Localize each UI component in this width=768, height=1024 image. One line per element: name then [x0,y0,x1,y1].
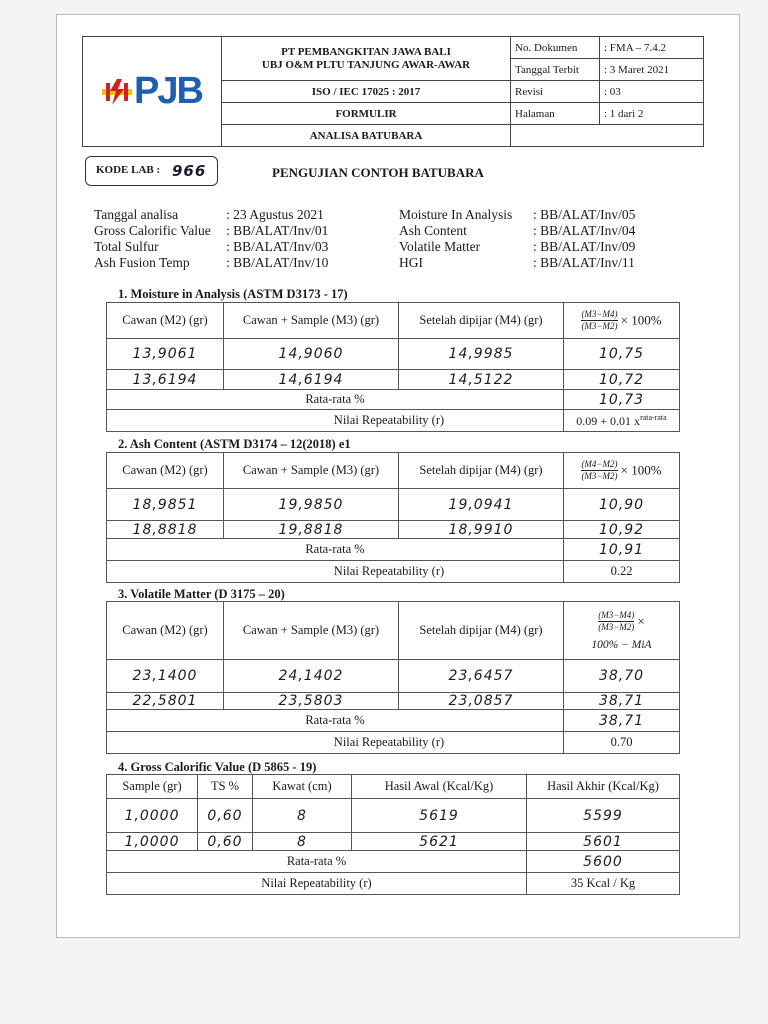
repeat-value: 0.70 [564,732,680,754]
table-cell: 19,0941 [399,489,564,521]
gcv-table [106,774,680,895]
table-cell: 18,9851 [107,489,224,521]
col-header: Sample (gr) [107,775,198,799]
col-header: TS % [198,775,253,799]
repeat-value: 0.22 [564,561,680,583]
logo-text: PJB [134,70,202,112]
field-label: No. Dokumen [511,37,600,59]
table-cell: 14,9060 [224,339,399,370]
meta-row: Volatile Matter : BB/ALAT/Inv/09 [399,239,636,254]
table-cell: 22,5801 [107,693,224,710]
table-cell: 14,6194 [224,370,399,390]
formula-header: $\frac{(M3-M4)}{(M3-M2)}$ × 100% − MiA [564,602,680,660]
repeat-label: Nilai Repeatability (r) [107,873,527,895]
header-empty [511,125,704,147]
rata-value: 10,73 [564,390,680,410]
formula-header: $\frac{(M3-M4)}{(M3-M2)}$ × 100% [564,303,680,339]
table-cell: 5619 [352,799,527,833]
col-header: Hasil Akhir (Kcal/Kg) [527,775,680,799]
table-cell: 8 [253,799,352,833]
volatile-table [106,601,680,754]
col-header: Cawan (M2) (gr) [107,303,224,339]
table-cell: 13,9061 [107,339,224,370]
repeat-value: 35 Kcal / Kg [527,873,680,895]
kode-lab-value: 966 [172,162,207,180]
table-cell: 23,1400 [107,660,224,693]
table-cell: 38,70 [564,660,680,693]
table-cell: 10,75 [564,339,680,370]
field-value: : FMA – 7.4.2 [600,37,704,59]
header-form-name: ANALISA BATUBARA [222,125,511,147]
rata-value: 5600 [527,851,680,873]
moisture-table [106,302,680,432]
repeat-label: Nilai Repeatability (r) [107,410,564,432]
table-cell: 19,8818 [224,521,399,539]
table-cell: 18,9910 [399,521,564,539]
formula-fraction: $\frac{(M3-M4)}{(M3-M2)}$ [598,610,635,632]
meta-row: Ash Fusion Temp : BB/ALAT/Inv/10 [94,255,329,270]
rata-label: Rata-rata % [107,710,564,732]
repeat-label: Nilai Repeatability (r) [107,732,564,754]
table-cell: 5601 [527,833,680,851]
table-cell: 38,71 [564,693,680,710]
meta-row: HGI : BB/ALAT/Inv/11 [399,255,635,270]
field-label: Tanggal Terbit [511,59,600,81]
section-title-moisture: 1. Moisture in Analysis (ASTM D3173 - 17) [118,287,348,301]
rata-value: 10,91 [564,539,680,561]
header-standard: ISO / IEC 17025 : 2017 [222,81,511,103]
table-cell: 14,9985 [399,339,564,370]
formula-header: $\frac{(M4-M2)}{(M3-M2)}$ × 100% [564,453,680,489]
section-title-gcv: 4. Gross Calorific Value (D 5865 - 19) [118,760,317,774]
table-cell: 23,0857 [399,693,564,710]
ash-table [106,452,680,583]
section-title-ash: 2. Ash Content (ASTM D3174 – 12(2018) e1 [118,437,351,451]
table-cell: 5621 [352,833,527,851]
table-cell: 23,5803 [224,693,399,710]
field-value: : 1 dari 2 [600,103,704,125]
header-form-type: FORMULIR [222,103,511,125]
table-cell: 23,6457 [399,660,564,693]
rata-label: Rata-rata % [107,539,564,561]
meta-right [399,207,635,271]
logo-cell [83,37,222,147]
document-header [82,36,704,147]
table-cell: 10,72 [564,370,680,390]
field-label: Halaman [511,103,600,125]
table-cell: 14,5122 [399,370,564,390]
field-label: Revisi [511,81,600,103]
col-header: Setelah dipijar (M4) (gr) [399,303,564,339]
formula-mia: 100% − MiA [591,639,652,651]
table-cell: 10,90 [564,489,680,521]
rata-label: Rata-rata % [107,851,527,873]
rata-value: 38,71 [564,710,680,732]
kode-lab-box [85,156,218,186]
table-cell: 0,60 [198,833,253,851]
table-cell: 19,9850 [224,489,399,521]
table-cell: 1,0000 [107,833,198,851]
col-header: Cawan (M2) (gr) [107,602,224,660]
table-cell: 24,1402 [224,660,399,693]
rata-label: Rata-rata % [107,390,564,410]
meta-left [94,207,328,271]
repeat-value: 0.09 + 0.01 $x^{rata-rata}$ [564,410,680,432]
field-value: : 3 Maret 2021 [600,59,704,81]
formula-fraction: $\frac{(M4-M2)}{(M3-M2)}$ [581,459,618,481]
field-value: : 03 [600,81,704,103]
meta-row: Moisture In Analysis : BB/ALAT/Inv/05 [399,207,636,222]
col-header: Hasil Awal (Kcal/Kg) [352,775,527,799]
col-header: Kawat (cm) [253,775,352,799]
pjb-logo [87,37,217,146]
table-cell: 0,60 [198,799,253,833]
col-header: Cawan + Sample (M3) (gr) [224,303,399,339]
table-cell: 18,8818 [107,521,224,539]
table-cell: 5599 [527,799,680,833]
repeat-label: Nilai Repeatability (r) [107,561,564,583]
col-header: Cawan + Sample (M3) (gr) [224,453,399,489]
pjb-logo-icon [102,77,132,107]
page-title: PENGUJIAN CONTOH BATUBARA [272,165,484,180]
section-title-volatile: 3. Volatile Matter (D 3175 – 20) [118,587,285,601]
formula-fraction: $\frac{(M3-M4)}{(M3-M2)}$ [581,309,618,331]
col-header: Setelah dipijar (M4) (gr) [399,453,564,489]
header-company: PT PEMBANGKITAN JAWA BALI UBJ O&M PLTU TANJUNG AWAR-AWAR [222,37,511,81]
meta-row: Gross Calorific Value : BB/ALAT/Inv/01 [94,223,329,238]
table-cell: 10,92 [564,521,680,539]
meta-row: Tanggal analisa : 23 Agustus 2021 [94,207,324,222]
col-header: Cawan + Sample (M3) (gr) [224,602,399,660]
table-cell: 8 [253,833,352,851]
table-cell: 13,6194 [107,370,224,390]
table-cell: 1,0000 [107,799,198,833]
col-header: Setelah dipijar (M4) (gr) [399,602,564,660]
col-header: Cawan (M2) (gr) [107,453,224,489]
kode-lab-label: KODE LAB : [96,164,161,176]
meta-row: Ash Content : BB/ALAT/Inv/04 [399,223,636,238]
meta-row: Total Sulfur : BB/ALAT/Inv/03 [94,239,329,254]
